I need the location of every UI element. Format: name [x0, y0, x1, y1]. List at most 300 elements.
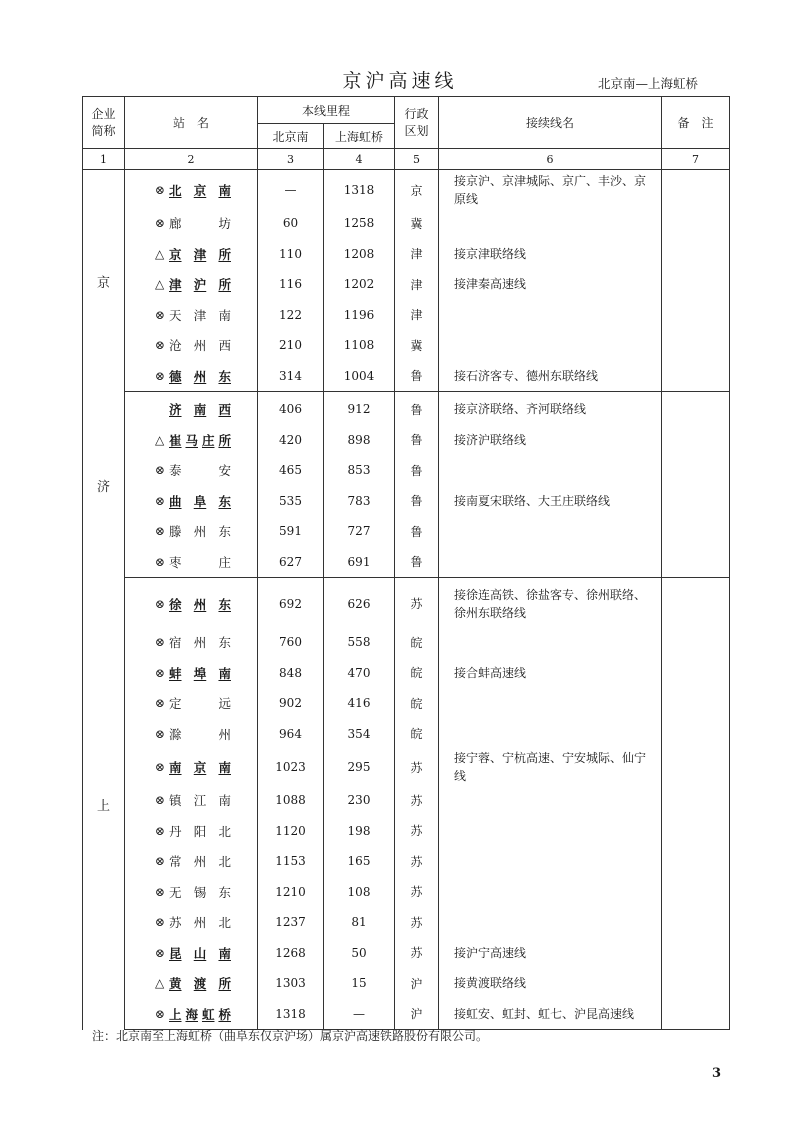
station-name-char: 北 — [218, 854, 231, 870]
connecting-lines-cell: 接黄渡联络线 — [439, 968, 662, 999]
connecting-lines-cell — [439, 455, 662, 486]
station-circle-icon: ⊗ — [155, 726, 166, 741]
km-from-end-cell: 1004 — [324, 361, 395, 392]
station-name-char: 京 — [169, 246, 182, 262]
column-number: 4 — [324, 149, 395, 170]
remarks-cell — [662, 749, 730, 785]
connecting-lines-cell: 接虹安、虹封、虹七、沪昆高速线 — [439, 999, 662, 1030]
station-name-char: 所 — [218, 277, 231, 293]
remarks-cell — [662, 455, 730, 486]
km-from-end-cell: 295 — [324, 749, 395, 785]
remarks-cell — [662, 516, 730, 547]
station-circle-icon: ⊗ — [155, 915, 166, 930]
km-from-end-cell: 1196 — [324, 300, 395, 331]
km-from-end-cell: 691 — [324, 547, 395, 578]
region-cell: 鲁 — [395, 425, 439, 456]
station-row — [83, 877, 730, 908]
station-row — [83, 208, 730, 239]
station-name-char: 远 — [218, 696, 231, 712]
connecting-lines-cell — [439, 547, 662, 578]
station-name-char: 滁 — [169, 726, 182, 742]
station-name-cell — [125, 846, 258, 877]
station-circle-icon: ⊗ — [155, 307, 166, 322]
remarks-cell — [662, 907, 730, 938]
station-name-char: 蚌 — [169, 665, 182, 681]
km-from-end-cell: 198 — [324, 816, 395, 847]
station-name-char: 沧 — [169, 338, 182, 354]
km-from-start-cell: 314 — [258, 361, 324, 392]
km-from-start-cell: 902 — [258, 688, 324, 719]
remarks-cell — [662, 846, 730, 877]
region-cell: 京 — [395, 170, 439, 209]
station-row — [83, 455, 730, 486]
header-connecting: 接续线名 — [439, 97, 662, 149]
column-number: 3 — [258, 149, 324, 170]
header-company: 企业 简称 — [83, 97, 125, 149]
station-name-char: 南 — [218, 760, 231, 775]
region-cell: 冀 — [395, 330, 439, 361]
station-name-cell — [125, 361, 258, 392]
station-name-char: 滕 — [169, 524, 182, 540]
km-from-start-cell: 1120 — [258, 816, 324, 847]
connecting-lines-cell — [439, 907, 662, 938]
company-cell: 济 — [83, 392, 125, 578]
station-name-cell — [125, 486, 258, 517]
station-name-cell — [125, 877, 258, 908]
km-from-end-cell: 50 — [324, 938, 395, 969]
station-name-char: 所 — [218, 432, 231, 448]
connecting-lines-cell: 接徐连高铁、徐盐客专、徐州联络、徐州东联络线 — [439, 578, 662, 628]
station-name-char: 宿 — [169, 635, 182, 651]
station-row — [83, 425, 730, 456]
km-from-start-cell: 1318 — [258, 999, 324, 1030]
station-circle-icon: ⊗ — [155, 793, 166, 808]
column-number: 6 — [439, 149, 662, 170]
company-cell: 京 — [83, 170, 125, 392]
km-from-start-cell: 1210 — [258, 877, 324, 908]
connecting-lines-cell: 接京沪、京津城际、京广、丰沙、京原线 — [439, 170, 662, 209]
station-name-char: 州 — [193, 854, 207, 870]
company-cell: 上 — [83, 578, 125, 1030]
station-row — [83, 816, 730, 847]
region-cell: 苏 — [395, 877, 439, 908]
region-cell: 鲁 — [395, 455, 439, 486]
station-circle-icon: ⊗ — [155, 183, 166, 197]
station-name-char: 虹 — [201, 1006, 215, 1022]
station-row — [83, 999, 730, 1030]
km-from-end-cell: 898 — [324, 425, 395, 456]
region-cell: 鲁 — [395, 516, 439, 547]
station-name-cell — [125, 455, 258, 486]
region-cell: 鲁 — [395, 392, 439, 425]
km-from-start-cell: 692 — [258, 578, 324, 628]
station-row — [83, 578, 730, 628]
region-cell: 苏 — [395, 846, 439, 877]
station-row — [83, 392, 730, 425]
station-row — [83, 907, 730, 938]
station-name-cell — [125, 392, 258, 425]
station-name-char: 常 — [169, 854, 182, 870]
station-name-char: 泰 — [169, 463, 182, 479]
km-from-start-cell: — — [258, 170, 324, 209]
station-circle-icon: ⊗ — [155, 760, 166, 774]
remarks-cell — [662, 816, 730, 847]
km-from-start-cell: 1268 — [258, 938, 324, 969]
station-name-char: 渡 — [193, 976, 207, 992]
region-cell: 鲁 — [395, 361, 439, 392]
remarks-cell — [662, 877, 730, 908]
station-name-char: 南 — [193, 402, 207, 418]
station-name-char: 北 — [169, 183, 182, 198]
km-from-end-cell: 81 — [324, 907, 395, 938]
km-from-start-cell: 420 — [258, 425, 324, 456]
region-cell: 皖 — [395, 688, 439, 719]
station-name-char: 东 — [218, 635, 231, 651]
region-cell: 沪 — [395, 999, 439, 1030]
station-table — [82, 96, 730, 1030]
station-name-char: 东 — [218, 884, 231, 900]
remarks-cell — [662, 999, 730, 1030]
station-row — [83, 688, 730, 719]
station-name-char: 州 — [193, 596, 207, 612]
station-name-char: 州 — [193, 338, 207, 354]
region-cell: 苏 — [395, 785, 439, 816]
station-name-char: 南 — [218, 945, 231, 961]
km-from-start-cell: 1153 — [258, 846, 324, 877]
remarks-cell — [662, 208, 730, 239]
station-name-cell — [125, 968, 258, 999]
connecting-lines-cell — [439, 877, 662, 908]
region-cell: 皖 — [395, 719, 439, 750]
connecting-lines-cell: 接沪宁高速线 — [439, 938, 662, 969]
station-name-cell — [125, 658, 258, 689]
station-name-char: 镇 — [169, 793, 182, 809]
connecting-lines-cell: 接京济联络、齐河联络线 — [439, 392, 662, 425]
connecting-lines-cell — [439, 208, 662, 239]
km-from-start-cell: 60 — [258, 208, 324, 239]
junction-triangle-icon: △ — [155, 246, 165, 261]
connecting-lines-cell: 接南夏宋联络、大王庄联络线 — [439, 486, 662, 517]
station-name-char: 丹 — [169, 823, 182, 839]
region-cell: 津 — [395, 269, 439, 300]
junction-triangle-icon: △ — [155, 976, 165, 991]
station-name-cell — [125, 938, 258, 969]
km-from-end-cell: 1258 — [324, 208, 395, 239]
connecting-lines-cell — [439, 785, 662, 816]
station-circle-icon: ⊗ — [155, 524, 166, 539]
station-row — [83, 547, 730, 578]
km-from-start-cell: 465 — [258, 455, 324, 486]
region-cell: 鲁 — [395, 486, 439, 517]
region-cell: 苏 — [395, 907, 439, 938]
station-circle-icon: ⊗ — [155, 493, 166, 508]
junction-triangle-icon: △ — [155, 277, 165, 292]
km-from-end-cell: 1318 — [324, 170, 395, 209]
station-name-char: 无 — [169, 884, 182, 900]
station-row — [83, 170, 730, 209]
km-from-end-cell: 558 — [324, 627, 395, 658]
station-name-cell — [125, 516, 258, 547]
station-row — [83, 658, 730, 689]
km-from-end-cell: 165 — [324, 846, 395, 877]
station-row — [83, 749, 730, 785]
connecting-lines-cell — [439, 688, 662, 719]
station-row — [83, 627, 730, 658]
station-row — [83, 846, 730, 877]
connecting-lines-cell: 接石济客专、德州东联络线 — [439, 361, 662, 392]
km-from-start-cell: 116 — [258, 269, 324, 300]
remarks-cell — [662, 785, 730, 816]
station-name-char: 定 — [169, 696, 182, 712]
station-name-char: 州 — [193, 368, 207, 384]
station-circle-icon: ⊗ — [155, 665, 166, 680]
station-name-char: 黄 — [169, 976, 182, 992]
km-from-end-cell: 626 — [324, 578, 395, 628]
station-name-char: 锡 — [193, 884, 207, 900]
station-name-cell — [125, 547, 258, 578]
station-name-char: 所 — [218, 976, 231, 992]
station-name-char: 州 — [218, 726, 231, 742]
remarks-cell — [662, 938, 730, 969]
region-cell: 鲁 — [395, 547, 439, 578]
km-from-end-cell: 783 — [324, 486, 395, 517]
connecting-lines-cell — [439, 719, 662, 750]
station-name-char: 徐 — [169, 596, 182, 612]
station-circle-icon: ⊗ — [155, 1006, 166, 1021]
connecting-lines-cell: 接津秦高速线 — [439, 269, 662, 300]
station-name-cell — [125, 907, 258, 938]
connecting-lines-cell: 接合蚌高速线 — [439, 658, 662, 689]
km-from-start-cell: 110 — [258, 239, 324, 270]
station-circle-icon: ⊗ — [155, 596, 166, 611]
station-name-char: 海 — [185, 1006, 198, 1022]
station-row — [83, 300, 730, 331]
station-circle-icon: ⊗ — [155, 338, 166, 353]
station-name-char: 沪 — [193, 277, 207, 293]
station-name-char: 苏 — [169, 915, 182, 931]
station-row — [83, 785, 730, 816]
remarks-cell — [662, 425, 730, 456]
km-from-start-cell: 210 — [258, 330, 324, 361]
station-name-char: 庄 — [218, 554, 231, 570]
region-cell: 皖 — [395, 627, 439, 658]
station-row — [83, 361, 730, 392]
km-from-start-cell: 535 — [258, 486, 324, 517]
km-from-start-cell: 848 — [258, 658, 324, 689]
column-number: 2 — [125, 149, 258, 170]
station-name-char: 阜 — [193, 493, 207, 509]
remarks-cell — [662, 361, 730, 392]
station-name-char: 京 — [193, 760, 207, 775]
connecting-lines-cell — [439, 330, 662, 361]
km-from-end-cell: 230 — [324, 785, 395, 816]
station-name-char: 曲 — [169, 493, 182, 509]
station-row — [83, 938, 730, 969]
remarks-cell — [662, 170, 730, 209]
km-from-start-cell: 1088 — [258, 785, 324, 816]
station-circle-icon: ⊗ — [155, 463, 166, 478]
km-from-end-cell: 1108 — [324, 330, 395, 361]
station-name-char: 南 — [169, 760, 182, 775]
station-circle-icon: ⊗ — [155, 635, 166, 650]
station-circle-icon: ⊗ — [155, 368, 166, 383]
station-name-char: 阳 — [193, 823, 207, 839]
station-circle-icon: ⊗ — [155, 823, 166, 838]
station-name-char: 天 — [169, 307, 182, 323]
km-from-start-cell: 1303 — [258, 968, 324, 999]
station-name-char: 津 — [193, 307, 207, 323]
station-name-char: 京 — [193, 183, 207, 198]
region-cell: 冀 — [395, 208, 439, 239]
station-name-char: 州 — [193, 915, 207, 931]
connecting-lines-cell: 接宁蓉、宁杭高速、宁安城际、仙宁线 — [439, 749, 662, 785]
remarks-cell — [662, 578, 730, 628]
station-circle-icon: ⊗ — [155, 554, 166, 569]
remarks-cell — [662, 239, 730, 270]
region-cell: 苏 — [395, 938, 439, 969]
remarks-cell — [662, 658, 730, 689]
station-row — [83, 486, 730, 517]
page-number: 3 — [712, 1066, 722, 1081]
region-cell: 苏 — [395, 578, 439, 628]
header-from-end: 上海虹桥 — [324, 124, 395, 149]
station-name-char: 州 — [193, 524, 207, 540]
region-cell: 苏 — [395, 749, 439, 785]
connecting-lines-cell — [439, 627, 662, 658]
remarks-cell — [662, 547, 730, 578]
station-name-cell — [125, 330, 258, 361]
station-name-char: 津 — [193, 246, 207, 262]
station-name-char: 上 — [169, 1006, 182, 1022]
region-cell: 津 — [395, 239, 439, 270]
km-from-end-cell: — — [324, 999, 395, 1030]
remarks-cell — [662, 269, 730, 300]
station-name-char: 北 — [218, 915, 231, 931]
km-from-end-cell: 727 — [324, 516, 395, 547]
station-name-cell — [125, 999, 258, 1030]
km-from-end-cell: 853 — [324, 455, 395, 486]
station-name-cell — [125, 578, 258, 628]
km-from-end-cell: 416 — [324, 688, 395, 719]
header-station: 站 名 — [125, 97, 258, 149]
connecting-lines-cell — [439, 846, 662, 877]
station-name-cell — [125, 719, 258, 750]
km-from-start-cell: 1023 — [258, 749, 324, 785]
station-name-char: 马 — [185, 432, 198, 448]
station-name-cell — [125, 300, 258, 331]
remarks-cell — [662, 392, 730, 425]
km-from-end-cell: 108 — [324, 877, 395, 908]
km-from-end-cell: 470 — [324, 658, 395, 689]
route-label: 北京南—上海虹桥 — [598, 76, 699, 91]
km-from-start-cell: 964 — [258, 719, 324, 750]
connecting-lines-cell — [439, 516, 662, 547]
remarks-cell — [662, 968, 730, 999]
km-from-end-cell: 354 — [324, 719, 395, 750]
km-from-start-cell: 760 — [258, 627, 324, 658]
km-from-end-cell: 15 — [324, 968, 395, 999]
station-name-char: 坊 — [218, 216, 231, 232]
station-name-char: 西 — [218, 402, 231, 418]
station-name-char: 南 — [218, 307, 231, 323]
column-number: 7 — [662, 149, 730, 170]
column-number-row — [83, 149, 730, 170]
remarks-cell — [662, 627, 730, 658]
remarks-cell — [662, 688, 730, 719]
km-from-start-cell: 627 — [258, 547, 324, 578]
remarks-cell — [662, 486, 730, 517]
km-from-start-cell: 122 — [258, 300, 324, 331]
station-name-cell — [125, 170, 258, 209]
remarks-cell — [662, 300, 730, 331]
station-name-char: 昆 — [169, 945, 182, 961]
station-row — [83, 239, 730, 270]
station-name-char: 东 — [218, 524, 231, 540]
station-name-char: 东 — [218, 368, 231, 384]
km-from-end-cell: 1208 — [324, 239, 395, 270]
station-circle-icon: ⊗ — [155, 854, 166, 869]
region-cell: 津 — [395, 300, 439, 331]
km-from-end-cell: 1202 — [324, 269, 395, 300]
station-circle-icon: ⊗ — [155, 696, 166, 711]
header-mileage: 本线里程 — [258, 97, 395, 124]
station-name-cell — [125, 785, 258, 816]
station-name-char: 济 — [169, 402, 182, 418]
junction-triangle-icon: △ — [155, 432, 165, 447]
station-name-char: 桥 — [218, 1006, 231, 1022]
station-circle-icon: ⊗ — [155, 216, 166, 231]
station-name-char: 庄 — [201, 432, 215, 448]
station-name-cell — [125, 239, 258, 270]
remarks-cell — [662, 330, 730, 361]
station-name-char: 崔 — [169, 432, 182, 448]
connecting-lines-cell: 接京津联络线 — [439, 239, 662, 270]
station-name-cell — [125, 627, 258, 658]
region-cell: 皖 — [395, 658, 439, 689]
station-row — [83, 269, 730, 300]
station-name-cell — [125, 269, 258, 300]
connecting-lines-cell — [439, 816, 662, 847]
station-name-char: 南 — [218, 665, 231, 681]
region-cell: 苏 — [395, 816, 439, 847]
station-name-char: 枣 — [169, 554, 182, 570]
station-circle-icon: ⊗ — [155, 884, 166, 899]
station-name-char: 津 — [169, 277, 182, 293]
station-name-cell — [125, 208, 258, 239]
column-number: 1 — [83, 149, 125, 170]
station-name-char: 廊 — [169, 216, 182, 232]
station-name-char: 北 — [218, 823, 231, 839]
station-name-char: 州 — [193, 635, 207, 651]
station-name-char: 东 — [218, 493, 231, 509]
connecting-lines-cell — [439, 300, 662, 331]
connecting-lines-cell: 接济沪联络线 — [439, 425, 662, 456]
km-from-start-cell: 591 — [258, 516, 324, 547]
header-from-start: 北京南 — [258, 124, 324, 149]
station-name-char: 山 — [193, 945, 207, 961]
km-from-end-cell: 912 — [324, 392, 395, 425]
station-name-char: 西 — [218, 338, 231, 354]
station-name-char: 江 — [193, 793, 207, 809]
station-name-char: 东 — [218, 596, 231, 612]
page-title: 京沪高速线 — [342, 70, 458, 92]
station-name-char: 安 — [218, 463, 231, 479]
station-circle-icon: ⊗ — [155, 945, 166, 960]
remarks-cell — [662, 719, 730, 750]
station-name-cell — [125, 688, 258, 719]
station-name-char: 德 — [169, 368, 182, 384]
station-name-cell — [125, 816, 258, 847]
